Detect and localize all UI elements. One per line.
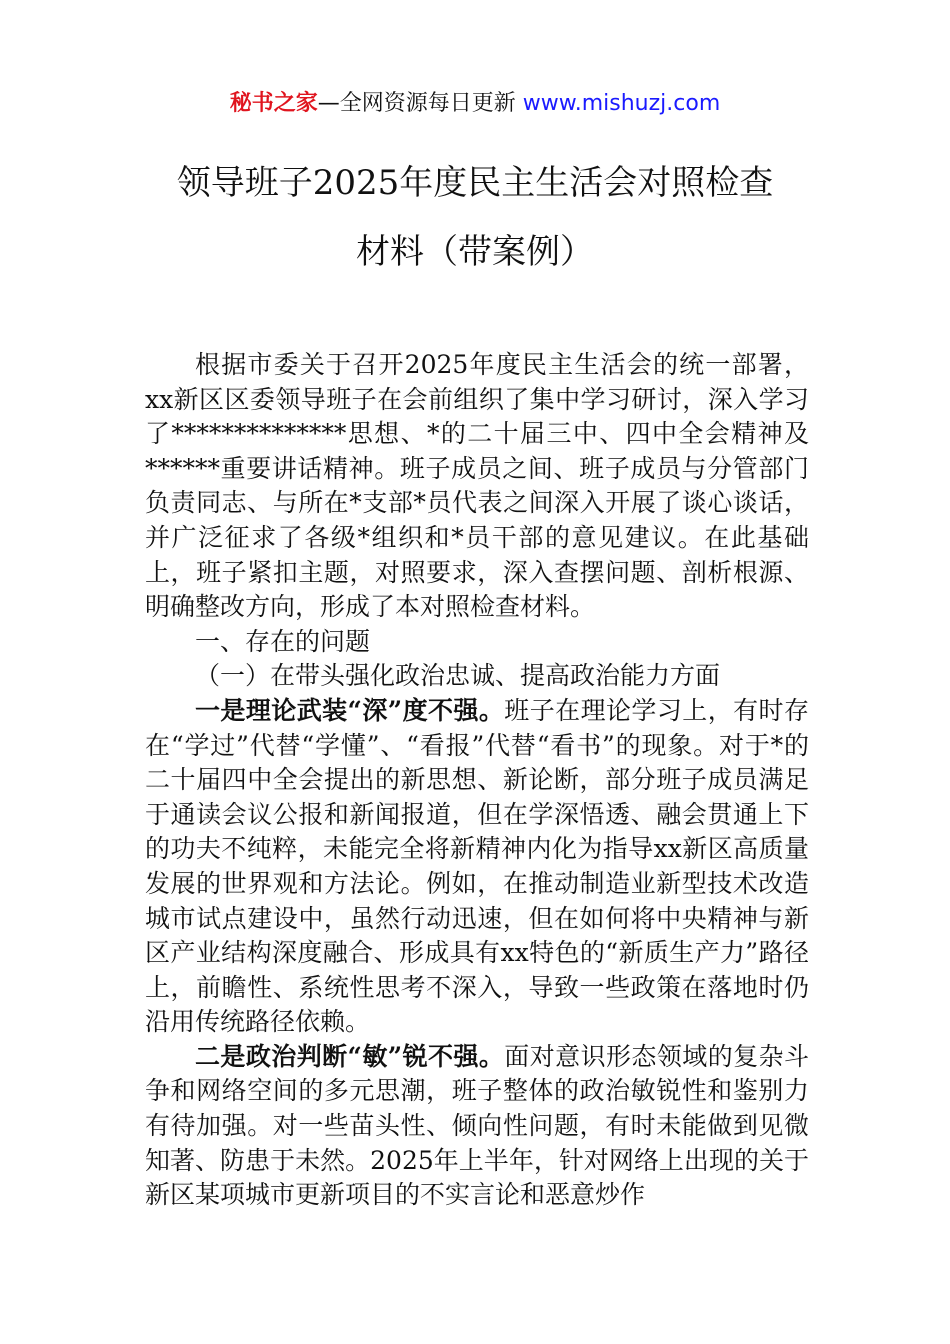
point-2-lead: 二是政治判断“敏”锐不强。 (195, 1041, 505, 1071)
header-tagline: —全网资源每日更新 (317, 91, 523, 116)
intro-paragraph: 根据市委关于召开2025年度民主生活会的统一部署，xx新区区委领导班子在会前组织了集中学习研讨，深入学习了**************思想、*的二十届三中、四中全会精神及******重要讲话精神。班子成员之间、班子成员与分管部门负责同志、与所在*支部*员代表之间深入开展了谈心谈话，并广泛征求了各级*组织和*员干部的意见建议。在此基础上，班子紧扣主题，对照要求，深入查摆问题、剖析根源、明确整改方向，形成了本对照检查材料。 (145, 350, 809, 622)
section-heading: 一、存在的问题 (195, 626, 371, 656)
point-2-body: 面对意识形态领域的复杂斗争和网络空间的多元思潮，班子整体的政治敏锐性和鉴别力有待加强。对一些苗头性、倾向性问题，有时未能做到见微知著、防患于未然。2025年上半年，针对网络上出现的关于新区某项城市更新项目的不实言论和恶意炒作 (145, 1041, 809, 1210)
brand-name: 秘书之家 (229, 91, 318, 116)
document-body (145, 348, 809, 1213)
document-title-line-1: 领导班子2025年度民主生活会对照检查 (176, 163, 774, 203)
point-2-paragraph (145, 1040, 809, 1213)
subsection-heading: （一）在带头强化政治忠诚、提高政治能力方面 (195, 661, 721, 691)
point-1-body: 班子在理论学习上，有时存在“学过”代替“学懂”、“看报”代替“看书”的现象。对于*的二十届四中全会提出的新思想、新论断，部分班子成员满足于通读会议公报和新闻报道，但在学深悟透、融会贯通上下的功夫不纯粹，未能完全将新精神内化为指导xx新区高质量发展的世界观和方法论。例如，在推动制造业新型技术改造城市试点建设中，虽然行动迅速，但在如何将中央精神与新区产业结构深度融合、形成具有xx特色的“新质生产力”路径上，前瞻性、系统性思考不深入，导致一些政策在落地时仍沿用传统路径依赖。 (145, 695, 809, 1037)
site-header (0, 88, 950, 120)
point-1-lead: 一是理论武装“深”度不强。 (195, 695, 505, 725)
document-title-line-2: 材料（带案例） (356, 232, 594, 272)
point-1-paragraph (145, 694, 809, 1040)
site-url-link[interactable]: www.mishuzj.com (522, 91, 721, 116)
